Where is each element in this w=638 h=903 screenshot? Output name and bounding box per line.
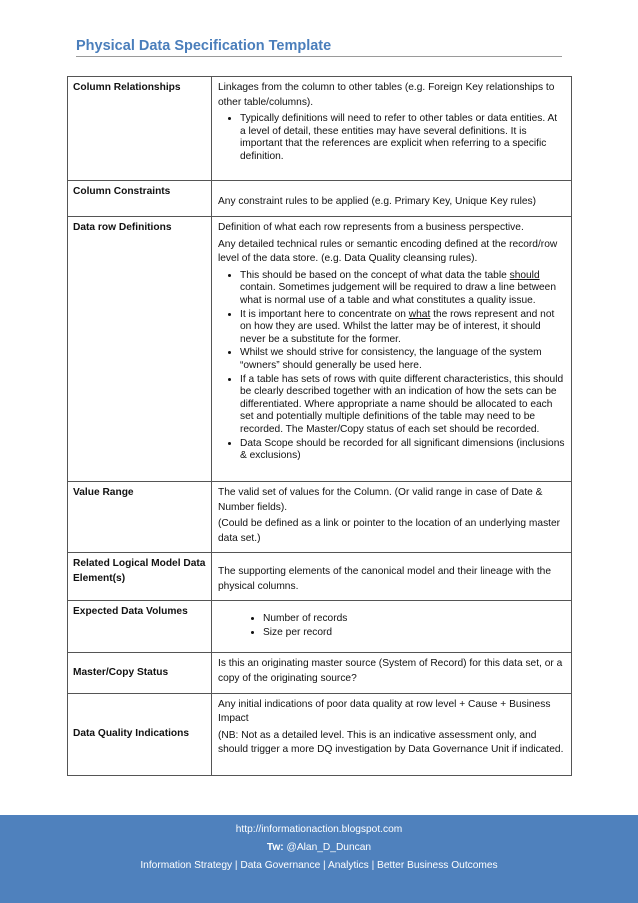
description-text: Any initial indications of poor data quality at row level + Cause + Business Impact: [218, 698, 551, 725]
description-text: (Could be defined as a link or pointer to the location of an underlying master data set.): [218, 518, 561, 544]
table-row: [68, 693, 572, 775]
row-label: Data row Definitions: [68, 217, 212, 482]
row-description: [212, 693, 572, 775]
list-item: • Whilst we should strive for consistency, the language of the system “owners” should generally be used here.: [240, 347, 565, 372]
description-text: The valid set of values for the Column. (Or valid range in case of Date & Number fields).: [218, 487, 543, 513]
bullet-list: [218, 613, 565, 639]
description-text: Any constraint rules to be applied (e.g. Primary Key, Unique Key rules): [218, 196, 537, 208]
table-row: [68, 217, 572, 482]
underlined-text: what: [408, 308, 431, 320]
bullet-list: [218, 270, 565, 463]
list-item: [240, 270, 565, 308]
table-row: [68, 601, 572, 653]
table-row: [68, 181, 572, 217]
list-item: • Typically definitions will need to refer to other tables or data entities. At a level of detail, these entities may have several definitions. It is important that the references are explicit when referring to a specific definition.: [240, 113, 565, 163]
twitter-prefix: Tw:: [266, 842, 284, 853]
page-footer: [0, 815, 638, 903]
underlined-text: should: [509, 269, 540, 281]
list-item: • Data Scope should be recorded for all significant dimensions (inclusions & exclusions): [240, 438, 565, 463]
list-item: • Size per record: [263, 627, 565, 640]
row-description: [212, 217, 572, 482]
table-row: [68, 553, 572, 601]
row-description: [212, 553, 572, 601]
bullet-list: [218, 113, 565, 163]
specification-table: [67, 76, 572, 776]
row-label: Related Logical Model Data Element(s): [68, 553, 212, 601]
list-item: • Number of records: [263, 613, 565, 626]
row-label: Column Relationships: [68, 77, 212, 181]
text-span: contain. Sometimes judgement will be required to draw a line between what is normal use of a table and what constitutes a quality issue.: [240, 282, 556, 306]
text-span: It is important here to concentrate on: [240, 308, 409, 320]
description-text: (NB: Not as a detailed level. This is an indicative assessment only, and should trigger a more DQ investigation by Data Governance Unit if indicated.: [218, 729, 564, 756]
text-span: This should be based on the concept of what data the table: [240, 269, 510, 281]
row-label: Master/Copy Status: [68, 653, 212, 693]
description-text: Linkages from the column to other tables (e.g. Foreign Key relationships to other table/columns).: [218, 82, 555, 108]
table-row: [68, 77, 572, 181]
row-label: Expected Data Volumes: [68, 601, 212, 653]
footer-url: http://informationaction.blogspot.com: [235, 824, 403, 835]
list-item: • If a table has sets of rows with quite different characteristics, this should be clearly described together with an indication of how the sets can be differentiated. Where appropriate a name should be allocated to each set and potentially multiple definitions of the table may need to be recorded. The Master/Copy status of each set should be recorded.: [240, 374, 565, 437]
row-label: Data Quality Indications: [68, 693, 212, 775]
description-text: Any detailed technical rules or semantic encoding defined at the record/row level of the data store. (e.g. Data Quality cleansing rules).: [218, 238, 558, 265]
list-item: [240, 309, 565, 347]
row-description: [212, 482, 572, 553]
row-description: [212, 653, 572, 693]
row-description: [212, 181, 572, 217]
row-label: Column Constraints: [68, 181, 212, 217]
table-row: [68, 482, 572, 553]
row-description: [212, 601, 572, 653]
row-description: [212, 77, 572, 181]
description-text: Is this an originating master source (System of Record) for this data set, or a copy of the originating source?: [218, 658, 563, 684]
description-text: The supporting elements of the canonical model and their lineage with the physical columns.: [218, 566, 551, 592]
footer-twitter: [0, 842, 638, 853]
table-row: [68, 653, 572, 693]
footer-tagline: Information Strategy | Data Governance | Analytics | Better Business Outcomes: [140, 860, 498, 871]
text-span: the rows represent and not on how they are used. Whilst the latter may be of interest, it should never be a substitute for the former.: [240, 308, 555, 345]
title-divider: [76, 56, 562, 57]
description-text: Definition of what each row represents from a business perspective.: [218, 222, 524, 233]
page-title: Physical Data Specification Template: [76, 38, 332, 54]
twitter-handle: @Alan_D_Duncan: [283, 842, 372, 853]
row-label: Value Range: [68, 482, 212, 553]
